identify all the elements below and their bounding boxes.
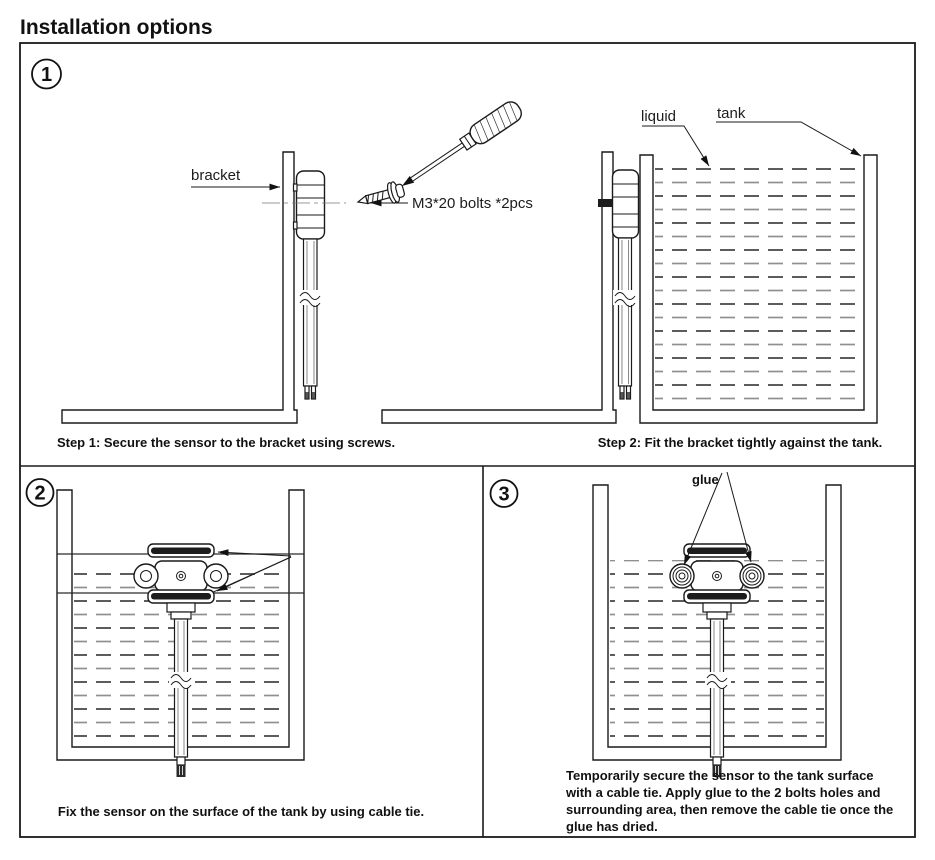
sensor-probe: [298, 239, 324, 399]
bracket-label: bracket: [191, 167, 241, 184]
liquid-label: liquid: [641, 108, 677, 125]
step1-figure: [57, 98, 533, 450]
page-title: Installation options: [20, 16, 213, 39]
screw-drawing: [355, 180, 406, 212]
option3-badge: [491, 480, 518, 507]
option3-number: 3: [498, 483, 510, 506]
option3-caption-line1: Temporarily secure the sensor to the tank surface: [566, 768, 874, 783]
option3-caption-line3: surrounding area, then remove the cable tie once the: [566, 802, 894, 817]
option3-caption-line2: with a cable tie. Apply glue to the 2 bolts holes and: [566, 785, 881, 800]
option3-caption-line4: glue has dried.: [566, 819, 658, 834]
liquid-fill: [655, 164, 862, 408]
screwdriver-drawing: [396, 98, 525, 194]
option1-number: 1: [40, 64, 53, 86]
step1-caption: Step 1: Secure the sensor to the bracket using screws.: [56, 435, 396, 450]
sensor-screw-tab: [598, 199, 613, 207]
bolts-label: M3*20 bolts *2pcs: [412, 195, 533, 212]
option2-figure: [57, 490, 424, 819]
step2-figure: [382, 105, 882, 450]
glue-label: glue: [692, 472, 719, 487]
option3-caption: [565, 768, 893, 834]
bracket-drawing-2: [382, 152, 616, 423]
option3-figure: [565, 472, 893, 834]
option1-badge: [32, 60, 61, 89]
tank-leader-line: [716, 122, 861, 156]
option2-caption: Fix the sensor on the surface of the tank by using cable tie.: [57, 804, 425, 819]
sensor-probe-2: [613, 238, 639, 399]
bracket-drawing: [62, 152, 297, 423]
step2-caption: Step 2: Fit the bracket tightly against the tank.: [597, 435, 883, 450]
sensor-side-view: [294, 171, 325, 239]
tank-label: tank: [717, 105, 746, 122]
option2-badge: [27, 479, 54, 506]
option2-number: 2: [34, 482, 46, 505]
